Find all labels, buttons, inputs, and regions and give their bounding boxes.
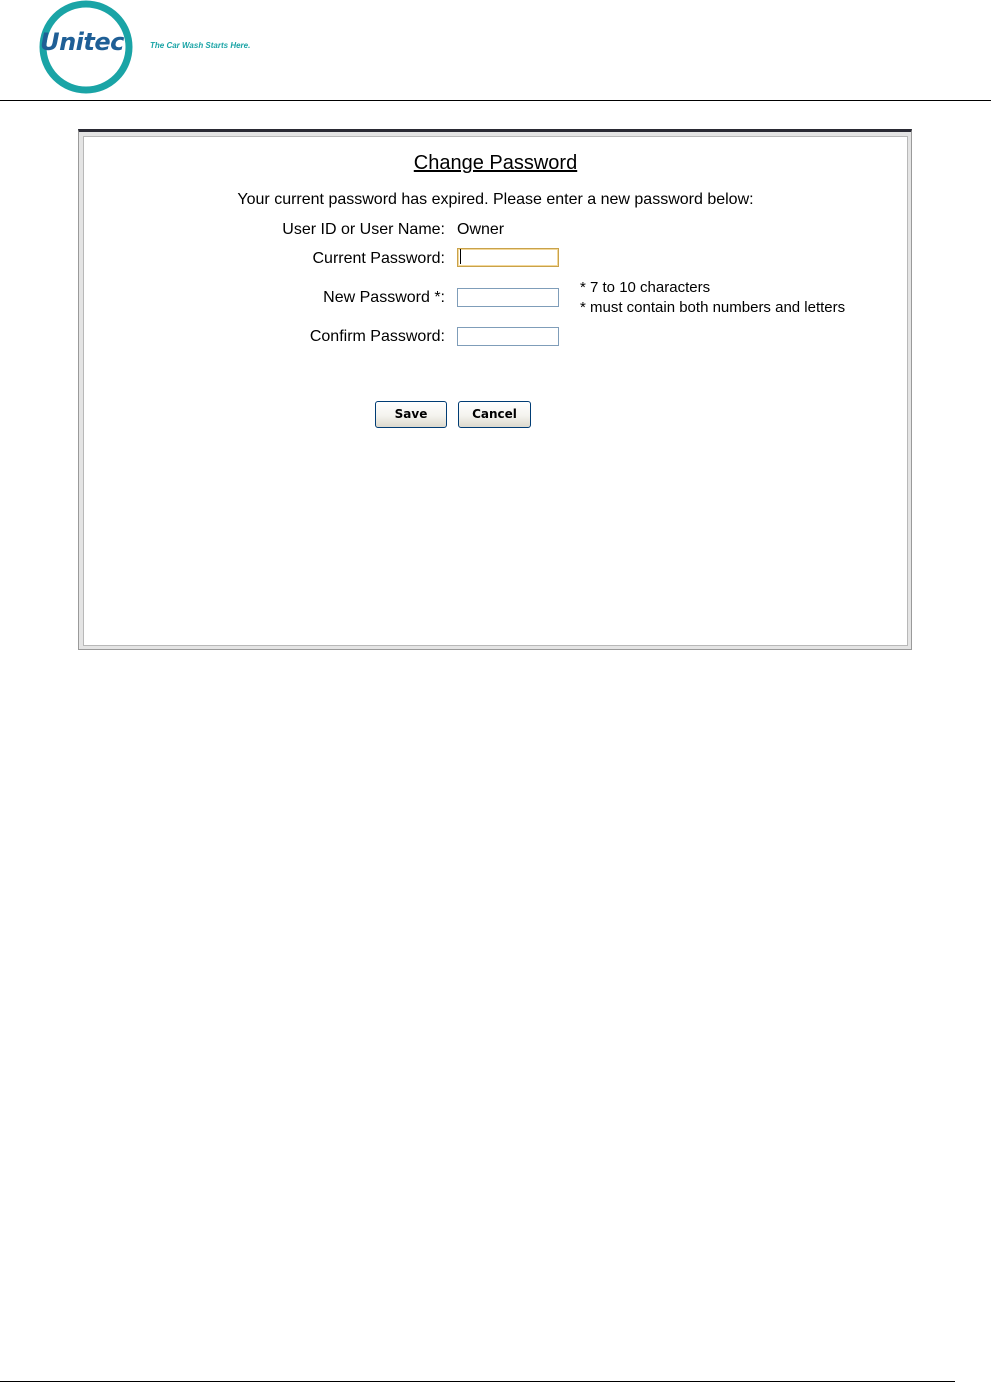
document-header	[0, 0, 991, 100]
password-rule-length: * 7 to 10 characters	[580, 279, 711, 296]
footer-divider	[0, 1381, 955, 1382]
user-id-value: Owner	[457, 221, 505, 238]
header-divider	[0, 100, 991, 101]
page-title: Change Password	[413, 152, 578, 174]
confirm-password-label: Confirm Password:	[309, 328, 445, 345]
logo-tagline: The Car Wash Starts Here.	[150, 41, 251, 50]
cancel-button[interactable]: Cancel	[458, 401, 531, 428]
save-button[interactable]: Save	[375, 401, 447, 428]
current-password-label: Current Password:	[312, 250, 445, 267]
new-password-label: New Password *:	[323, 289, 445, 306]
confirm-password-input[interactable]	[457, 327, 559, 346]
new-password-input[interactable]	[457, 288, 559, 307]
change-password-panel	[83, 136, 908, 646]
expired-instruction: Your current password has expired. Please enter a new password below:	[237, 191, 754, 208]
password-rule-composition: * must contain both numbers and letters	[580, 299, 846, 316]
current-password-input[interactable]	[457, 248, 559, 267]
text-caret	[460, 249, 461, 264]
user-id-label: User ID or User Name:	[282, 221, 445, 238]
logo-wordmark: Unitec	[40, 28, 124, 56]
screenshot-frame	[78, 129, 912, 650]
